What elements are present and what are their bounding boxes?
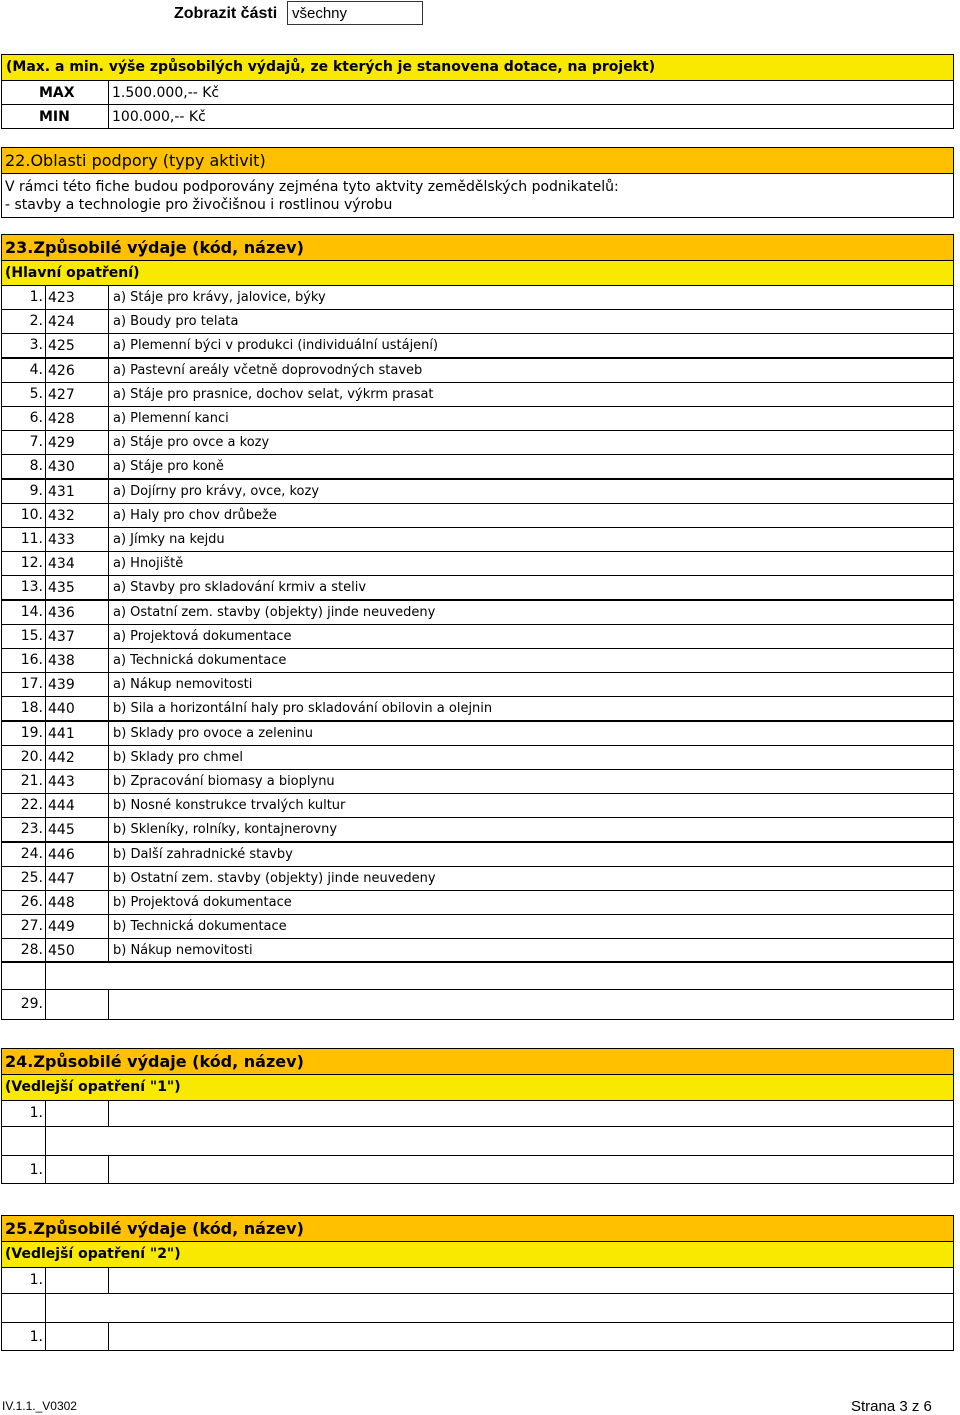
item-number: 1. xyxy=(29,289,43,305)
item-code: 445 xyxy=(48,822,75,838)
expense-item-row xyxy=(1,842,954,867)
expense-item-row xyxy=(1,454,954,479)
blank-row xyxy=(1,961,954,990)
item-code: 438 xyxy=(48,653,75,669)
section22-title: 22.Oblasti podpory (typy aktivit) xyxy=(5,151,266,170)
item-code: 443 xyxy=(48,774,75,790)
item-number: 19. xyxy=(20,725,43,741)
section25-subtitle: (Vedlejší opatření "2") xyxy=(5,1246,181,1262)
item-description: a) Stáje pro koně xyxy=(113,459,224,474)
section23-title: 23.Způsobilé výdaje (kód, název) xyxy=(5,238,304,257)
item-description: b) Nákup nemovitosti xyxy=(113,943,253,958)
item-number: 4. xyxy=(29,362,43,378)
item-number: 25. xyxy=(20,870,43,886)
section25-num-b: 1. xyxy=(29,1329,43,1345)
item-code: 434 xyxy=(48,556,75,572)
item-description: b) Technická dokumentace xyxy=(113,919,287,934)
item-description: a) Stáje pro ovce a kozy xyxy=(113,435,270,450)
limits-header-text: (Max. a min. výše způsobilých výdajů, ze kterých je stanovena dotace, na projekt) xyxy=(6,59,656,75)
item-number: 28. xyxy=(20,942,43,958)
item-description: a) Ostatní zem. stavby (objekty) jinde neuvedeny xyxy=(113,605,436,620)
expense-item-row xyxy=(1,430,954,455)
section24-subheader xyxy=(1,1074,954,1101)
item-code: 444 xyxy=(48,798,75,814)
expense-item-row xyxy=(1,600,954,625)
section25-num-a: 1. xyxy=(29,1272,43,1288)
item-code: 442 xyxy=(48,750,75,766)
item-number: 3. xyxy=(29,337,43,353)
section24-num-a: 1. xyxy=(29,1105,43,1121)
expense-item-row xyxy=(1,769,954,794)
item-code: 431 xyxy=(48,484,75,500)
item-code: 426 xyxy=(48,363,75,379)
parts-select[interactable]: všechny xyxy=(287,1,423,25)
expense-item-row xyxy=(1,890,954,915)
section22-line1: V rámci této fiche budou podporovány zejména tyto aktvity zemědělských podnikatelů: xyxy=(5,179,619,195)
item-code: 436 xyxy=(48,605,75,621)
expense-item-row xyxy=(1,696,954,721)
expense-item-row xyxy=(1,309,954,334)
min-label: MIN xyxy=(39,109,70,125)
item-number: 16. xyxy=(20,652,43,668)
item-number: 6. xyxy=(29,410,43,426)
item-code: 450 xyxy=(48,943,75,959)
item-code: 435 xyxy=(48,580,75,596)
expense-item-row xyxy=(1,793,954,818)
item-number: 5. xyxy=(29,386,43,402)
item-number: 26. xyxy=(20,894,43,910)
expense-item-row xyxy=(1,648,954,673)
expense-item-row xyxy=(1,503,954,528)
item-code: 424 xyxy=(48,314,75,330)
item-number: 27. xyxy=(20,918,43,934)
min-value: 100.000,-- Kč xyxy=(112,109,206,125)
item-number: 24. xyxy=(20,846,43,862)
max-label: MAX xyxy=(39,85,75,101)
item-code: 447 xyxy=(48,871,75,887)
item-number: 14. xyxy=(20,604,43,620)
item-description: a) Jímky na kejdu xyxy=(113,532,225,547)
item-number: 13. xyxy=(20,579,43,595)
section24-num-b: 1. xyxy=(29,1162,43,1178)
item-description: b) Sklady pro chmel xyxy=(113,750,243,765)
expense-item-row xyxy=(1,479,954,504)
item-description: b) Nosné konstrukce trvalých kultur xyxy=(113,798,346,813)
item-code: 446 xyxy=(48,847,75,863)
filter-label: Zobrazit části xyxy=(174,5,278,22)
item-number: 8. xyxy=(29,458,43,474)
item-description: a) Nákup nemovitosti xyxy=(113,677,253,692)
item-description: a) Pastevní areály včetně doprovodných staveb xyxy=(113,363,423,378)
section23-header xyxy=(1,234,954,261)
item-code: 441 xyxy=(48,726,75,742)
item-number: 2. xyxy=(29,313,43,329)
item-description: a) Stáje pro prasnice, dochov selat, výkrm prasat xyxy=(113,387,434,402)
item-description: b) Další zahradnické stavby xyxy=(113,847,293,862)
item-29-num: 29. xyxy=(20,996,43,1012)
expense-item-row xyxy=(1,817,954,842)
item-number: 7. xyxy=(29,434,43,450)
expense-item-row xyxy=(1,358,954,383)
item-code: 448 xyxy=(48,895,75,911)
section22-body xyxy=(1,173,954,218)
item-number: 15. xyxy=(20,628,43,644)
item-number: 18. xyxy=(20,700,43,716)
item-code: 425 xyxy=(48,338,75,354)
expense-item-row xyxy=(1,575,954,600)
section25-title: 25.Způsobilé výdaje (kód, název) xyxy=(5,1219,304,1238)
item-number: 17. xyxy=(20,676,43,692)
section24-title: 24.Způsobilé výdaje (kód, název) xyxy=(5,1052,304,1071)
expense-item-row xyxy=(1,672,954,697)
section24-header xyxy=(1,1048,954,1075)
item-number: 20. xyxy=(20,749,43,765)
expense-item-row xyxy=(1,333,954,358)
item-code: 449 xyxy=(48,919,75,935)
item-code: 437 xyxy=(48,629,75,645)
item-description: a) Plemenní kanci xyxy=(113,411,229,426)
expense-item-row xyxy=(1,866,954,891)
item-number: 22. xyxy=(20,797,43,813)
item-description: a) Plemenní býci v produkci (individuální ustájení) xyxy=(113,338,439,353)
item-code: 427 xyxy=(48,387,75,403)
expense-item-row xyxy=(1,382,954,407)
item-number: 23. xyxy=(20,821,43,837)
section24-item-a xyxy=(1,1100,954,1127)
item-description: a) Hnojiště xyxy=(113,556,184,571)
item-code: 433 xyxy=(48,532,75,548)
item-number: 10. xyxy=(20,507,43,523)
section23-subtitle: (Hlavní opatření) xyxy=(5,265,140,281)
item-description: a) Stavby pro skladování krmiv a steliv xyxy=(113,580,367,595)
section25-item-a xyxy=(1,1267,954,1294)
item-description: a) Haly pro chov drůbeže xyxy=(113,508,277,523)
item-code: 430 xyxy=(48,459,75,475)
expense-item-row xyxy=(1,624,954,649)
item-description: a) Stáje pro krávy, jalovice, býky xyxy=(113,290,326,305)
item-code: 440 xyxy=(48,701,75,717)
item-code: 439 xyxy=(48,677,75,693)
item-description: a) Dojírny pro krávy, ovce, kozy xyxy=(113,484,320,499)
limit-min-row xyxy=(1,104,954,129)
expense-item-row xyxy=(1,551,954,576)
item-number: 12. xyxy=(20,555,43,571)
item-description: b) Sklady pro ovoce a zeleninu xyxy=(113,726,314,741)
limits-header xyxy=(1,54,954,81)
item-description: a) Technická dokumentace xyxy=(113,653,287,668)
item-description: a) Projektová dokumentace xyxy=(113,629,292,644)
section22-header xyxy=(1,147,954,174)
section24-item-b xyxy=(1,1155,954,1184)
item-description: b) Sila a horizontální haly pro skladování obilovin a olejnin xyxy=(113,701,493,716)
page-number: Strana 3 z 6 xyxy=(851,1398,932,1415)
limit-max-row xyxy=(1,80,954,105)
expense-item-row xyxy=(1,285,954,310)
item-code: 428 xyxy=(48,411,75,427)
section23-subheader xyxy=(1,260,954,286)
item-description: b) Projektová dokumentace xyxy=(113,895,292,910)
item-29-row xyxy=(1,989,954,1020)
expense-item-row xyxy=(1,527,954,552)
item-code: 429 xyxy=(48,435,75,451)
item-number: 9. xyxy=(29,483,43,499)
item-description: a) Boudy pro telata xyxy=(113,314,239,329)
item-number: 21. xyxy=(20,773,43,789)
expense-item-row xyxy=(1,745,954,770)
section25-subheader xyxy=(1,1241,954,1268)
expense-item-row xyxy=(1,406,954,431)
expense-item-row xyxy=(1,914,954,939)
item-description: b) Zpracování biomasy a bioplynu xyxy=(113,774,335,789)
expense-item-row xyxy=(1,938,954,963)
section22-line2: - stavby a technologie pro živočišnou i rostlinou výrobu xyxy=(5,197,393,213)
section25-item-b xyxy=(1,1322,954,1351)
expense-item-row xyxy=(1,721,954,746)
section25-gap xyxy=(1,1293,954,1323)
section24-gap xyxy=(1,1126,954,1156)
item-code: 432 xyxy=(48,508,75,524)
item-number: 11. xyxy=(20,531,43,547)
item-code: 423 xyxy=(48,290,75,306)
item-description: b) Ostatní zem. stavby (objekty) jinde neuvedeny xyxy=(113,871,436,886)
section24-subtitle: (Vedlejší opatření "1") xyxy=(5,1079,181,1095)
item-description: b) Skleníky, rolníky, kontajnerovny xyxy=(113,822,338,837)
doc-code: IV.1.1._V0302 xyxy=(2,1399,77,1413)
section25-header xyxy=(1,1215,954,1242)
max-value: 1.500.000,-- Kč xyxy=(112,85,220,101)
